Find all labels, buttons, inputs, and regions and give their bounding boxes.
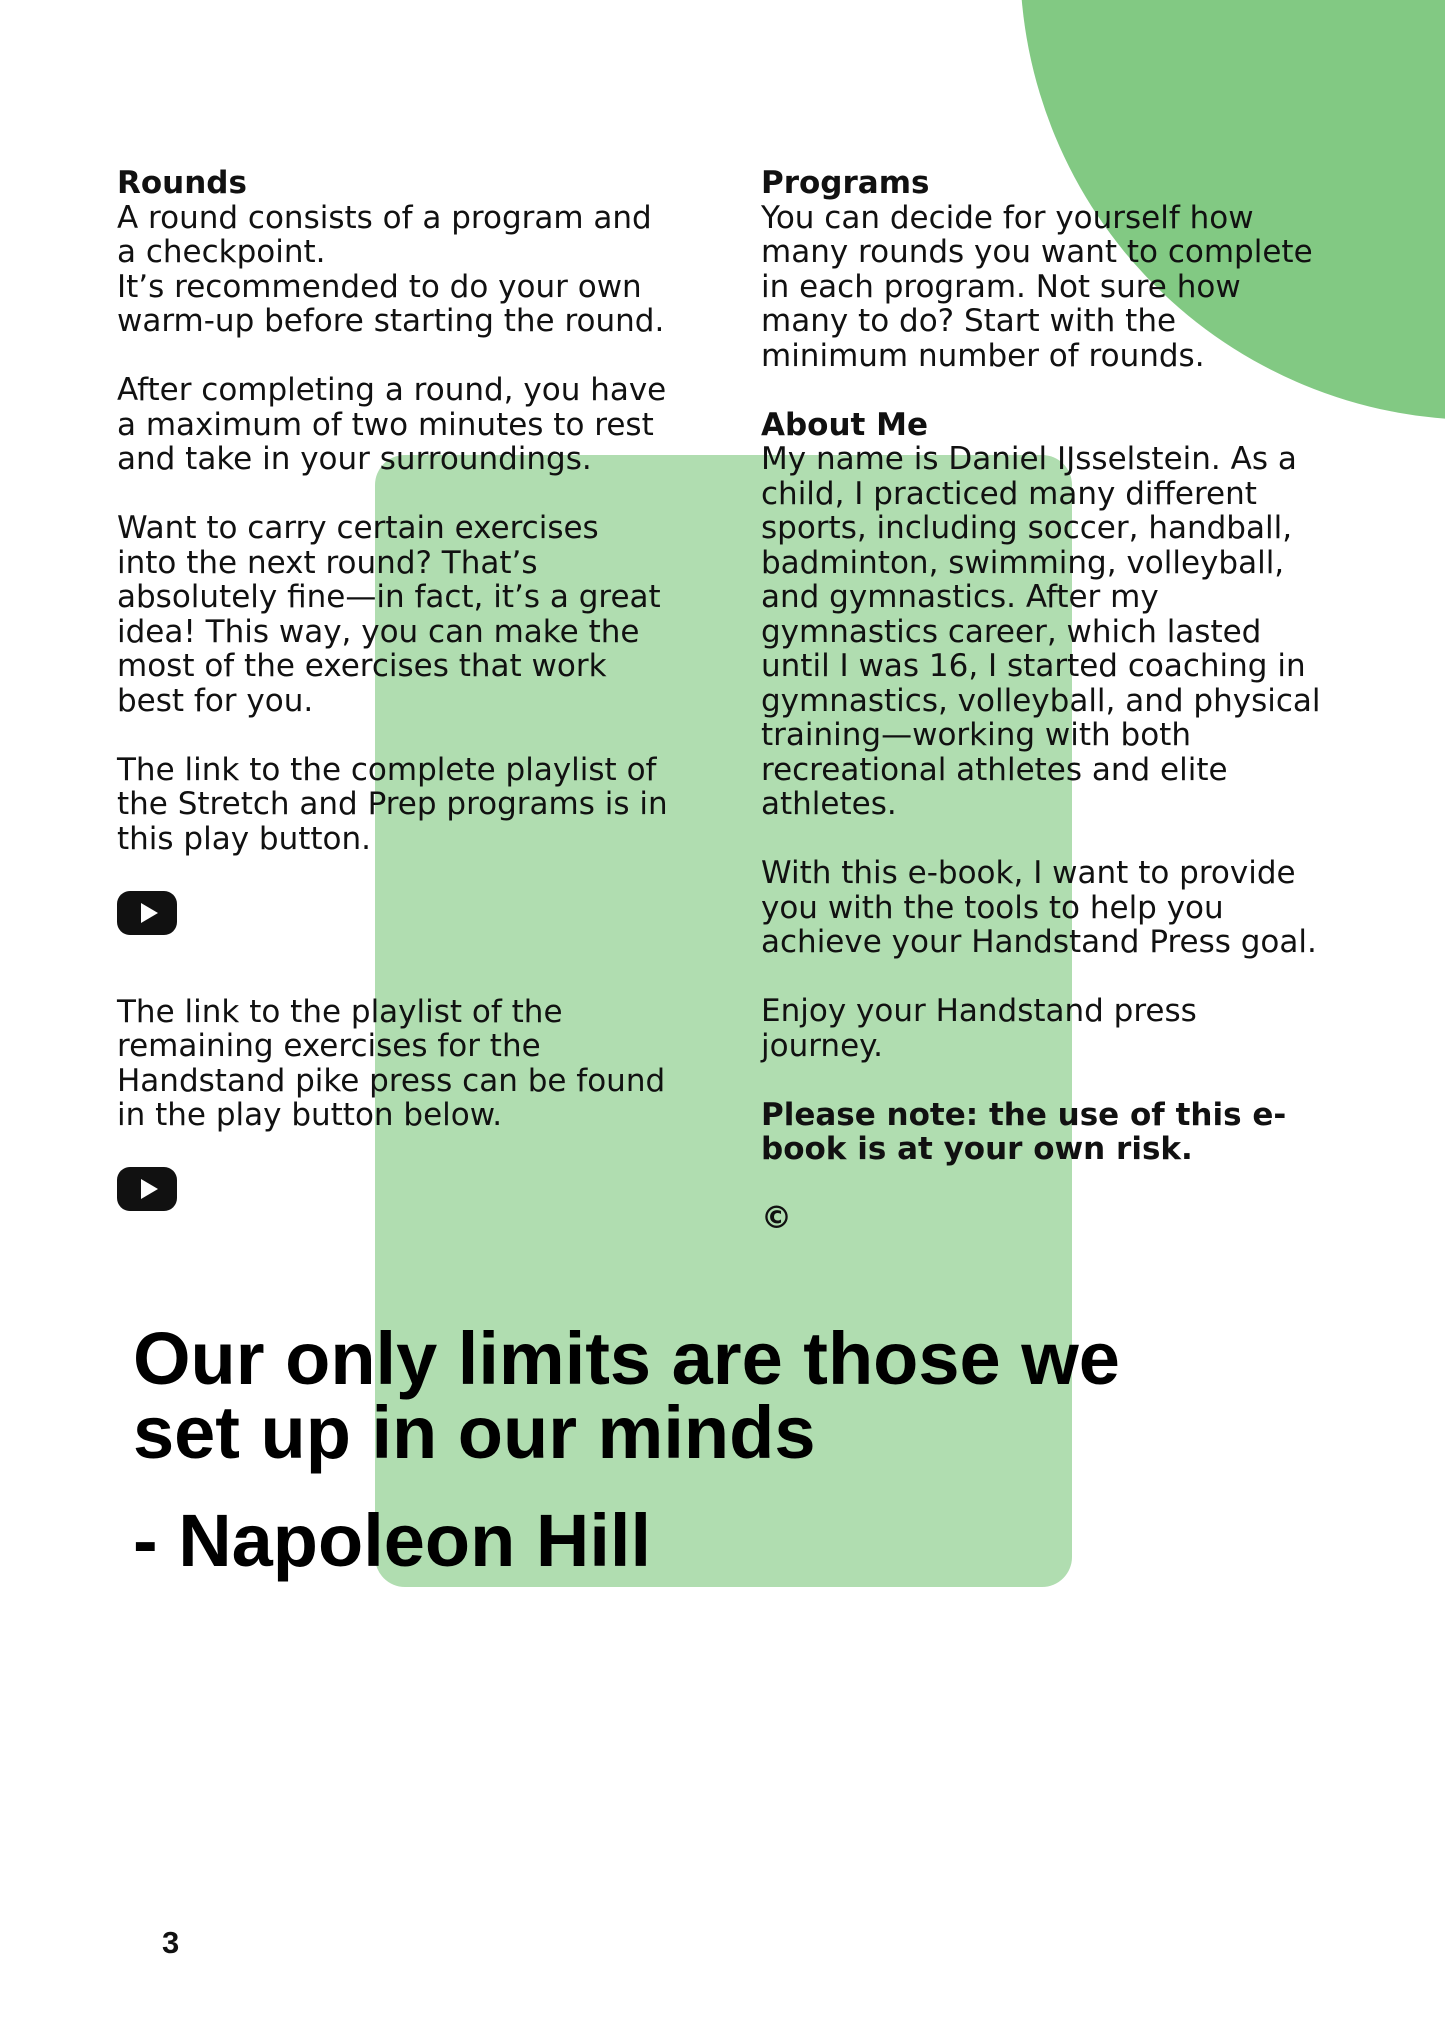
enjoy-text: Enjoy your Handstand press journey. xyxy=(761,993,1197,1064)
youtube-play-icon[interactable] xyxy=(117,1167,177,1211)
right-column xyxy=(761,166,1341,1236)
quote-line-2: set up in our minds xyxy=(133,1391,816,1474)
rounds-text: A round consists of a program and a checkpoint. It’s recommended to do your own warm-up before starting the round. xyxy=(117,199,665,339)
playlist-text: The link to the complete playlist of the Stretch and Prep programs is in this play button. xyxy=(117,751,668,857)
remaining-exercises-text: The link to the playlist of the remaining exercises for the Handstand pike press can be found in the play button below. xyxy=(117,993,666,1133)
youtube-play-icon[interactable] xyxy=(117,891,177,935)
programs-heading: Programs xyxy=(761,165,930,201)
rounds-heading: Rounds xyxy=(117,165,247,201)
rest-text: After completing a round, you have a maximum of two minutes to rest and take in your surroundings. xyxy=(117,372,667,477)
page-number: 3 xyxy=(162,1925,180,1960)
programs-text: You can decide for yourself how many rounds you want to complete in each program. Not sure how many to do? Start with the minimum number of rounds. xyxy=(761,199,1313,374)
quote-author: - Napoleon Hill xyxy=(133,1499,651,1582)
about-me-heading: About Me xyxy=(761,406,929,443)
copyright-symbol: © xyxy=(761,1200,792,1236)
carry-exercises-text: Want to carry certain exercises into the next round? That’s absolutely fine—in fact, it’s a great idea! This way, you can make the most of the exercises that work best for you. xyxy=(117,510,661,719)
about-me-text: My name is Daniel IJsselstein. As a child, I practiced many different sports, including soccer, handball, badminton, swimming, volleyball, and gymnastics. After my gymnastics career, which lasted until I was 16, I started coaching in gymnastics, volleyball, and physical training—working with both recreational athletes and elite athletes. xyxy=(761,441,1321,822)
quote-text xyxy=(133,1317,1373,1474)
quote-line-1: Our only limits are those we xyxy=(133,1317,1120,1400)
ebook-text: With this e-book, I want to provide you with the tools to help you achieve your Handstand Press goal. xyxy=(761,855,1317,960)
left-column xyxy=(117,166,697,1271)
risk-note: Please note: the use of this e- book is at your own risk. xyxy=(761,1096,1287,1167)
